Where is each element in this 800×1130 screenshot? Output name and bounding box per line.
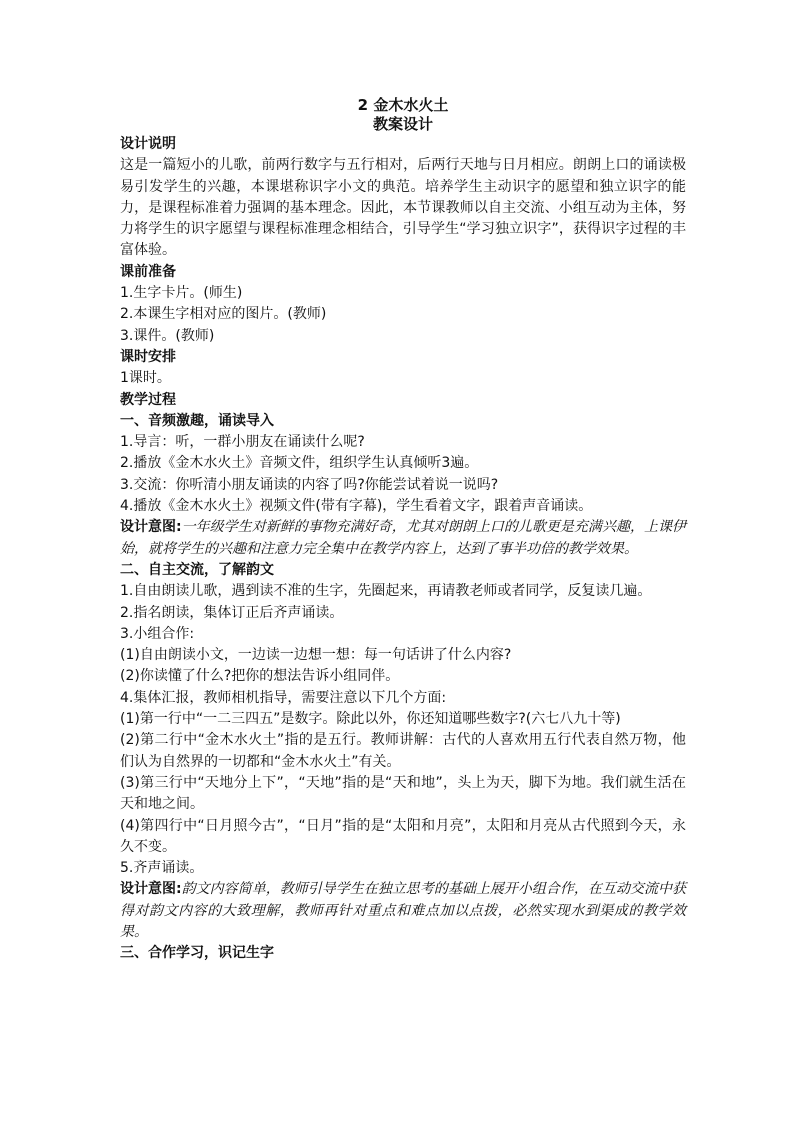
lesson-plan-document: [120, 96, 686, 965]
step-item: 1.导言：听，一群小朋友在诵读什么呢?: [120, 434, 365, 451]
step-item: 2.指名朗读，集体订正后齐声诵读。: [120, 604, 344, 621]
step-item: 4.播放《金木水火土》视频文件(带有字幕)，学生看着文字，跟着声音诵读。: [120, 498, 593, 515]
design-notes-paragraph: 这是一篇短小的儿歌，前两行数字与五行相对，后两行天地与日月相应。朗朗上口的诵读极易引发学生的兴趣，本课堪称识字小文的典范。培养学生主动识字的愿望和独立识字的能力，是课程标准着力强调的基本理念。因此，本节课教师以自主交流、小组互动为主体，努力将学生的识字愿望与课程标准理念相结合，引导学生“学习独立识字”，获得识字过程的丰富体验。: [120, 157, 686, 259]
lesson-title: 2 金木水火土: [357, 96, 449, 114]
design-intent-text: 一年级学生对新鲜的事物充满好奇，尤其对朗朗上口的儿歌更是充满兴趣，上课伊始，就将学生的兴趣和注意力完全集中在教学内容上，达到了事半功倍的教学效果。: [120, 519, 686, 557]
section-heading-schedule: 课时安排: [120, 348, 176, 365]
guidance-point: (2)第二行中“金木水火土”指的是五行。教师讲解：古代的人喜欢用五行代表自然万物，他们认为自然界的一切都和“金木水火土”有关。: [120, 732, 686, 770]
section-heading-design-notes: 设计说明: [120, 136, 176, 152]
step-item: 2.播放《金木水火土》音频文件，组织学生认真倾听3遍。: [120, 455, 479, 472]
design-intent-label: 设计意图:: [120, 519, 182, 536]
design-intent-paragraph: [120, 517, 686, 560]
section-heading-preparation: 课前准备: [120, 263, 176, 280]
design-intent-text: 韵文内容简单，教师引导学生在独立思考的基础上展开小组合作，在互动交流中获得对韵文内容的大致理解，教师再针对重点和难点加以点拨，必然实现水到渠成的教学效果。: [120, 881, 686, 940]
preparation-item: 2.本课生字相对应的图片。(教师): [120, 306, 327, 323]
preparation-item: 1.生字卡片。(师生): [120, 285, 243, 302]
sub-step-item: (1)自由朗读小文，一边读一边想一想：每一句话讲了什么内容?: [120, 647, 512, 664]
step-item: 4.集体汇报，教师相机指导，需要注意以下几个方面:: [120, 689, 447, 706]
step-item: 1.自由朗读儿歌，遇到读不准的生字，先圈起来，再请教老师或者同学，反复读几遍。: [120, 583, 652, 600]
step-item: 3.小组合作:: [120, 625, 195, 642]
phase-heading: 一、音频激趣，诵读导入: [120, 412, 274, 429]
guidance-point: (1)第一行中“一二三四五”是数字。除此以外，你还知道哪些数字?(六七八九十等): [120, 711, 621, 728]
step-item: 5.齐声诵读。: [120, 860, 204, 877]
phase-heading: 二、自主交流，了解韵文: [120, 561, 274, 578]
phase-heading: 三、合作学习，识记生字: [120, 945, 274, 962]
lesson-subtitle: 教案设计: [372, 115, 433, 133]
design-intent-paragraph: [120, 879, 686, 943]
design-intent-label: 设计意图:: [120, 881, 182, 898]
sub-step-item: (2)你读懂了什么?把你的想法告诉小组同伴。: [120, 668, 400, 685]
preparation-item: 3.课件。(教师): [120, 327, 215, 344]
section-heading-process: 教学过程: [120, 391, 176, 408]
step-item: 3.交流：你听清小朋友诵读的内容了吗?你能尝试着说一说吗?: [120, 476, 499, 493]
guidance-point: (3)第三行中“天地分上下”，“天地”指的是“天和地”，头上为天，脚下为地。我们就生活在天和地之间。: [120, 774, 686, 813]
guidance-point: (4)第四行中“日月照今古”，“日月”指的是“太阳和月亮”，太阳和月亮从古代照到今天，永久不变。: [120, 817, 686, 855]
schedule-text: 1课时。: [120, 370, 171, 387]
